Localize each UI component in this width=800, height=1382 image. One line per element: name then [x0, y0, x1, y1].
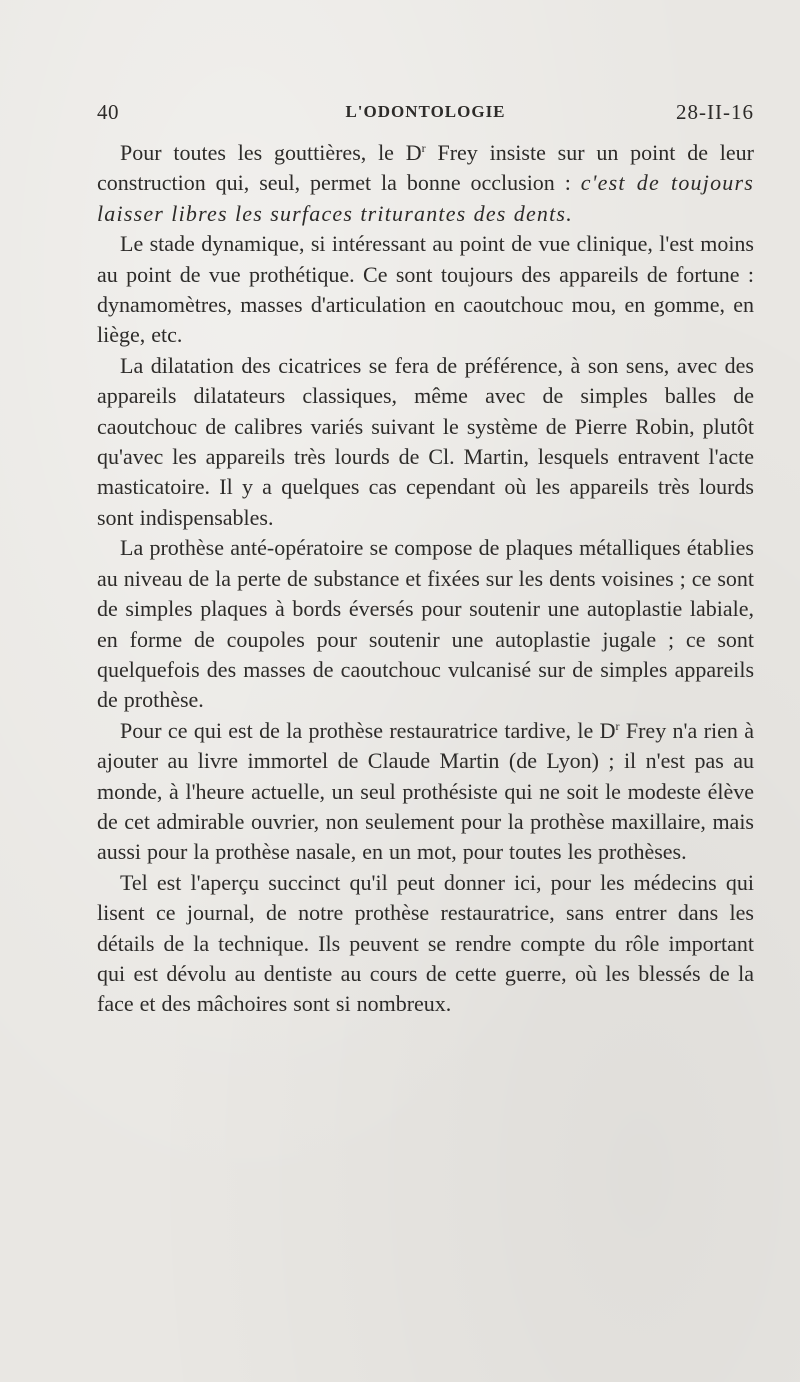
paragraph-text: Pour toutes les gouttières, le: [120, 140, 406, 165]
paragraph-text: Pour ce qui est de la prothèse restauratrice tardive, le: [120, 717, 600, 743]
paragraph-apercu: Tel est l'aperçu succinct qu'il peut donner ici, pour les médecins qui lisent ce journal, de notre prothèse restauratrice, sans entrer dans les détails de la technique. Ils peuvent se rendre compte du rôle important qui est dévolu au dentiste au cours de cette guerre, où les blessés de la face et des mâchoires sont si nombreux.: [97, 869, 754, 1017]
paragraph-prothese-ante-operatoire: La prothèse anté-opératoire se compose de plaques métalliques établies au niveau de la perte de substance et fixées sur les dents voisines ; ce sont de simples plaques à bords éversés pour soutenir une autoplastie labiale, en forme de coupoles pour soutenir une autoplastie jugale ; ce sont quelquefois des masses de caoutchouc vulcanisé sur de simples appareils de prothèse.: [97, 535, 754, 713]
doctor-superscript: r: [421, 141, 426, 155]
doctor-abbreviation: D: [405, 140, 422, 165]
page-number: 40: [97, 100, 119, 124]
journal-title: L'ODONTOLOGIE: [345, 102, 506, 121]
issue-date: 28-II-16: [676, 100, 754, 124]
paragraph-text: Frey n'a rien à ajouter au livre immortel de Claude Martin (de Lyon) ; il n'est pas au monde, à l'heure actuelle, un seul prothésiste qui ne soit le modeste élève de cet admirable ouvrier, non seulement pour la prothèse maxillaire, mais aussi pour la prothèse nasale, en un mot, pour toutes les prothèses.: [97, 717, 754, 865]
doctor-abbreviation: D: [599, 717, 616, 743]
italic-emphasis: c'est de toujours laisser libres les surfaces triturantes des dents.: [97, 170, 754, 226]
article-body: [97, 138, 754, 1020]
paragraph-text: Frey insiste sur un point de leur construction qui, seul, permet la bonne occlusion :: [97, 140, 754, 196]
paragraph-stade-dynamique: Le stade dynamique, si intéressant au point de vue clinique, l'est moins au point de vue prothétique. Ce sont toujours des appareils de fortune : dynamomètres, masses d'articulation en caoutchouc mou, en gomme, en liège, etc.: [97, 231, 754, 348]
paragraph-dilatation: La dilatation des cicatrices se fera de préférence, à son sens, avec des appareils dilatateurs classiques, même avec de simples balles de caoutchouc de calibres variés suivant le système de Pierre Robin, plutôt qu'avec les appareils très lourds de Cl. Martin, lesquels entravent l'acte masticatoire. Il y a quelques cas cependant où les appareils très lourds sont indispensables.: [97, 352, 754, 530]
running-header: [97, 100, 754, 130]
paragraph-gouttieres: [97, 138, 754, 229]
paragraph-prothese-restauratrice: [97, 716, 754, 868]
doctor-superscript: r: [615, 718, 620, 733]
